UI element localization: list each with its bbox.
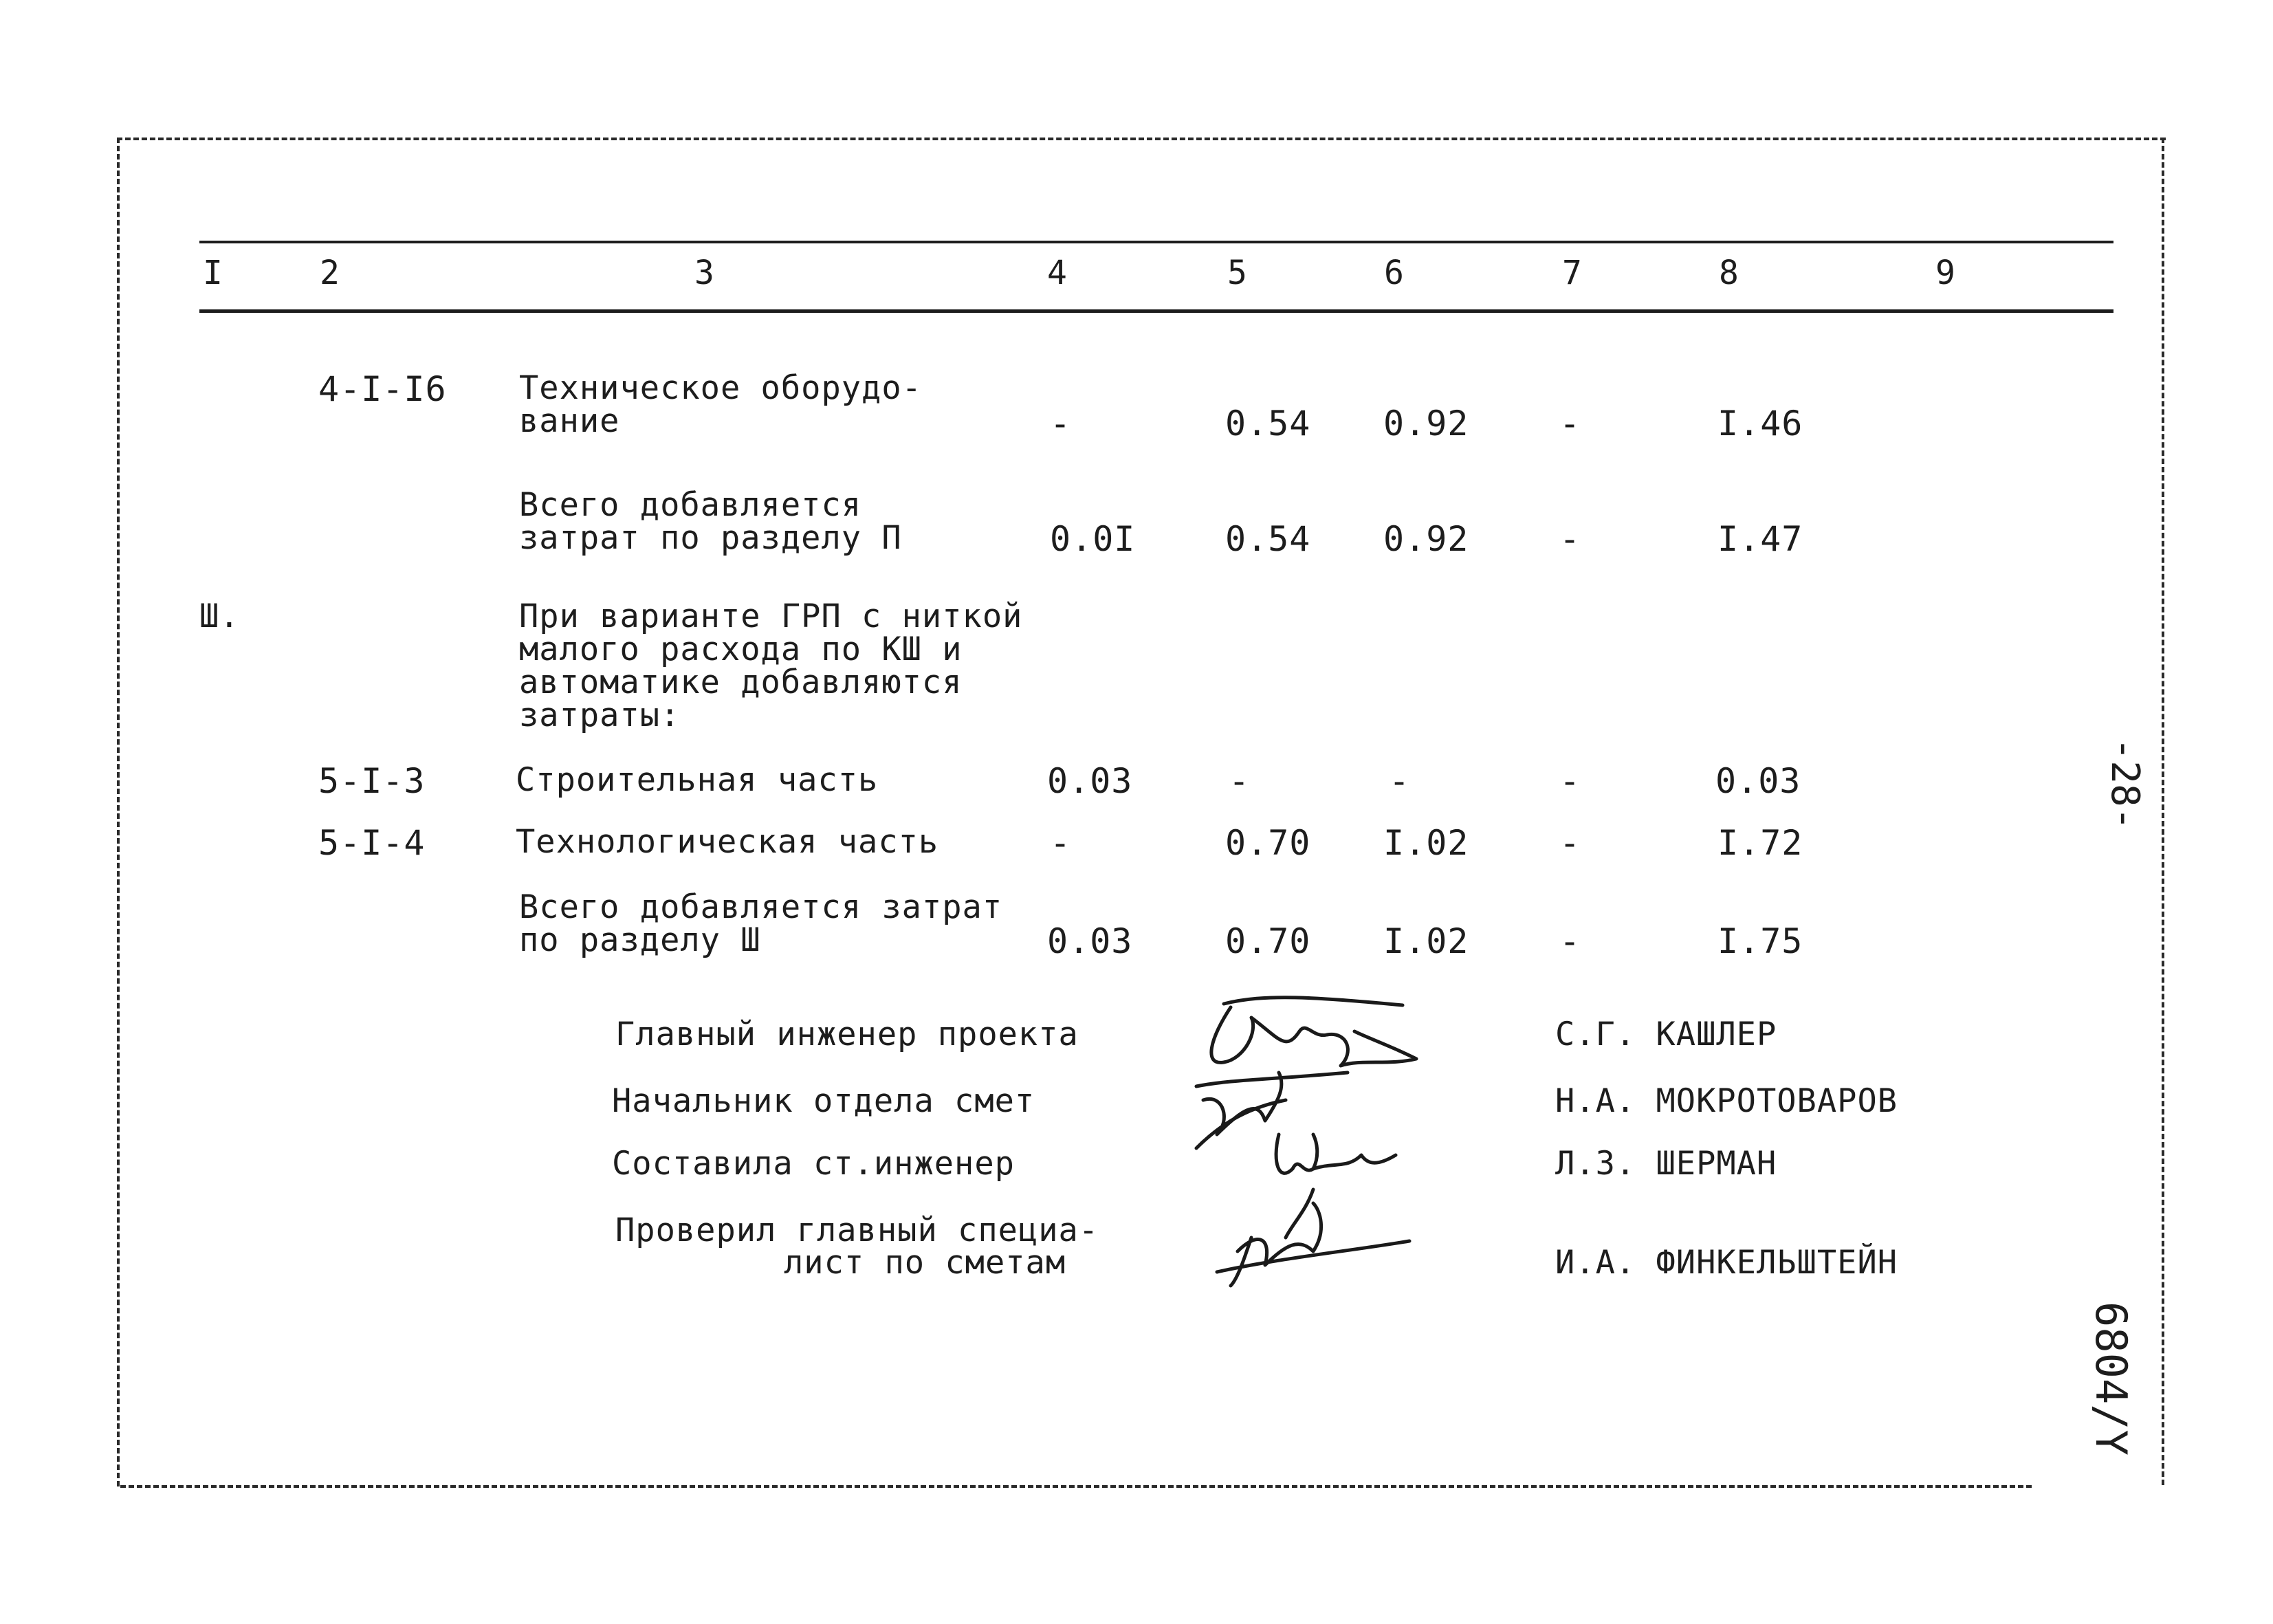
row-description-line: затрат по разделу П [519, 519, 902, 557]
row-code: 4-I-I6 [318, 369, 447, 409]
cell-col8: I.46 [1717, 404, 1803, 443]
row-description-line: Техническое оборудо- [519, 369, 922, 407]
row-description-line: по разделу Ш [519, 921, 761, 959]
column-header-4: 4 [1047, 254, 1067, 292]
signer-name: С.Г. КАШЛЕР [1555, 1016, 1777, 1053]
cell-col5: 0.70 [1225, 921, 1311, 961]
cell-col7: - [1559, 761, 1581, 801]
signer-name: Н.А. МОКРОТОВАРОВ [1555, 1082, 1898, 1120]
column-header-5: 5 [1227, 254, 1247, 292]
cell-col6: I.02 [1383, 823, 1469, 863]
cell-col5: 0.54 [1225, 404, 1311, 443]
frame-left-border [117, 138, 120, 1486]
column-header-6: 6 [1384, 254, 1404, 292]
signer-name: И.А. ФИНКЕЛЬШТЕЙН [1555, 1244, 1898, 1282]
cell-col6: - [1389, 761, 1411, 801]
signer-role: Составила ст.инженер [612, 1145, 1015, 1183]
cell-col4: 0.03 [1047, 921, 1133, 961]
cell-col4: - [1050, 404, 1072, 443]
row-description-line: малого расхода по КШ и [519, 630, 963, 668]
cell-col7: - [1559, 921, 1581, 961]
frame-top-border [117, 138, 2166, 140]
signer-role-line: Проверил главный специа- [615, 1211, 1099, 1249]
cell-col6: I.02 [1383, 921, 1469, 961]
document-number: 6804/Y [2086, 1302, 2136, 1456]
header-top-rule [199, 241, 2113, 243]
cell-col4: - [1050, 823, 1072, 863]
row-description-line: автоматике добавляются [519, 663, 963, 701]
column-header-3: 3 [694, 254, 714, 292]
row-description-line: затраты: [519, 696, 681, 734]
cell-col4: 0.03 [1047, 761, 1133, 801]
frame-bottom-border [120, 1485, 2032, 1488]
row-description-line: Строительная часть [516, 761, 879, 799]
cell-col7: - [1559, 404, 1581, 443]
column-header-1: I [203, 254, 223, 292]
header-bottom-rule [199, 309, 2113, 313]
frame-right-border [2162, 138, 2164, 1485]
column-header-7: 7 [1562, 254, 1582, 292]
cell-col5: - [1229, 761, 1251, 801]
cell-col8: I.72 [1717, 823, 1803, 863]
signer-name: Л.З. ШЕРМАН [1555, 1145, 1777, 1183]
row-description-line: вание [519, 402, 620, 440]
cell-col6: 0.92 [1383, 404, 1469, 443]
signer-role: Начальник отдела смет [612, 1082, 1035, 1120]
column-header-9: 9 [1935, 254, 1955, 292]
section-number: Ш. [199, 597, 240, 635]
cell-col7: - [1559, 823, 1581, 863]
row-code: 5-I-3 [318, 761, 426, 801]
cell-col6: 0.92 [1383, 519, 1469, 559]
cell-col5: 0.54 [1225, 519, 1311, 559]
row-code: 5-I-4 [318, 823, 426, 863]
row-description-line: Всего добавляется [519, 486, 862, 524]
cell-col5: 0.70 [1225, 823, 1311, 863]
cell-col8: I.47 [1717, 519, 1803, 559]
cell-col8: 0.03 [1715, 761, 1801, 801]
cell-col4: 0.0I [1050, 519, 1136, 559]
signature-scribble-4 [1210, 1183, 1416, 1293]
cell-col7: - [1559, 519, 1581, 559]
cell-col8: I.75 [1717, 921, 1803, 961]
signer-role: Главный инженер проекта [615, 1016, 1079, 1053]
column-header-8: 8 [1719, 254, 1739, 292]
row-description-line: Технологическая часть [516, 823, 939, 861]
row-description-line: Всего добавляется затрат [519, 888, 1003, 926]
row-description-line: При варианте ГРП с ниткой [519, 597, 1023, 635]
page-number: -28- [2102, 737, 2147, 831]
column-header-2: 2 [320, 254, 340, 292]
signer-role-line: лист по сметам [784, 1244, 1066, 1282]
